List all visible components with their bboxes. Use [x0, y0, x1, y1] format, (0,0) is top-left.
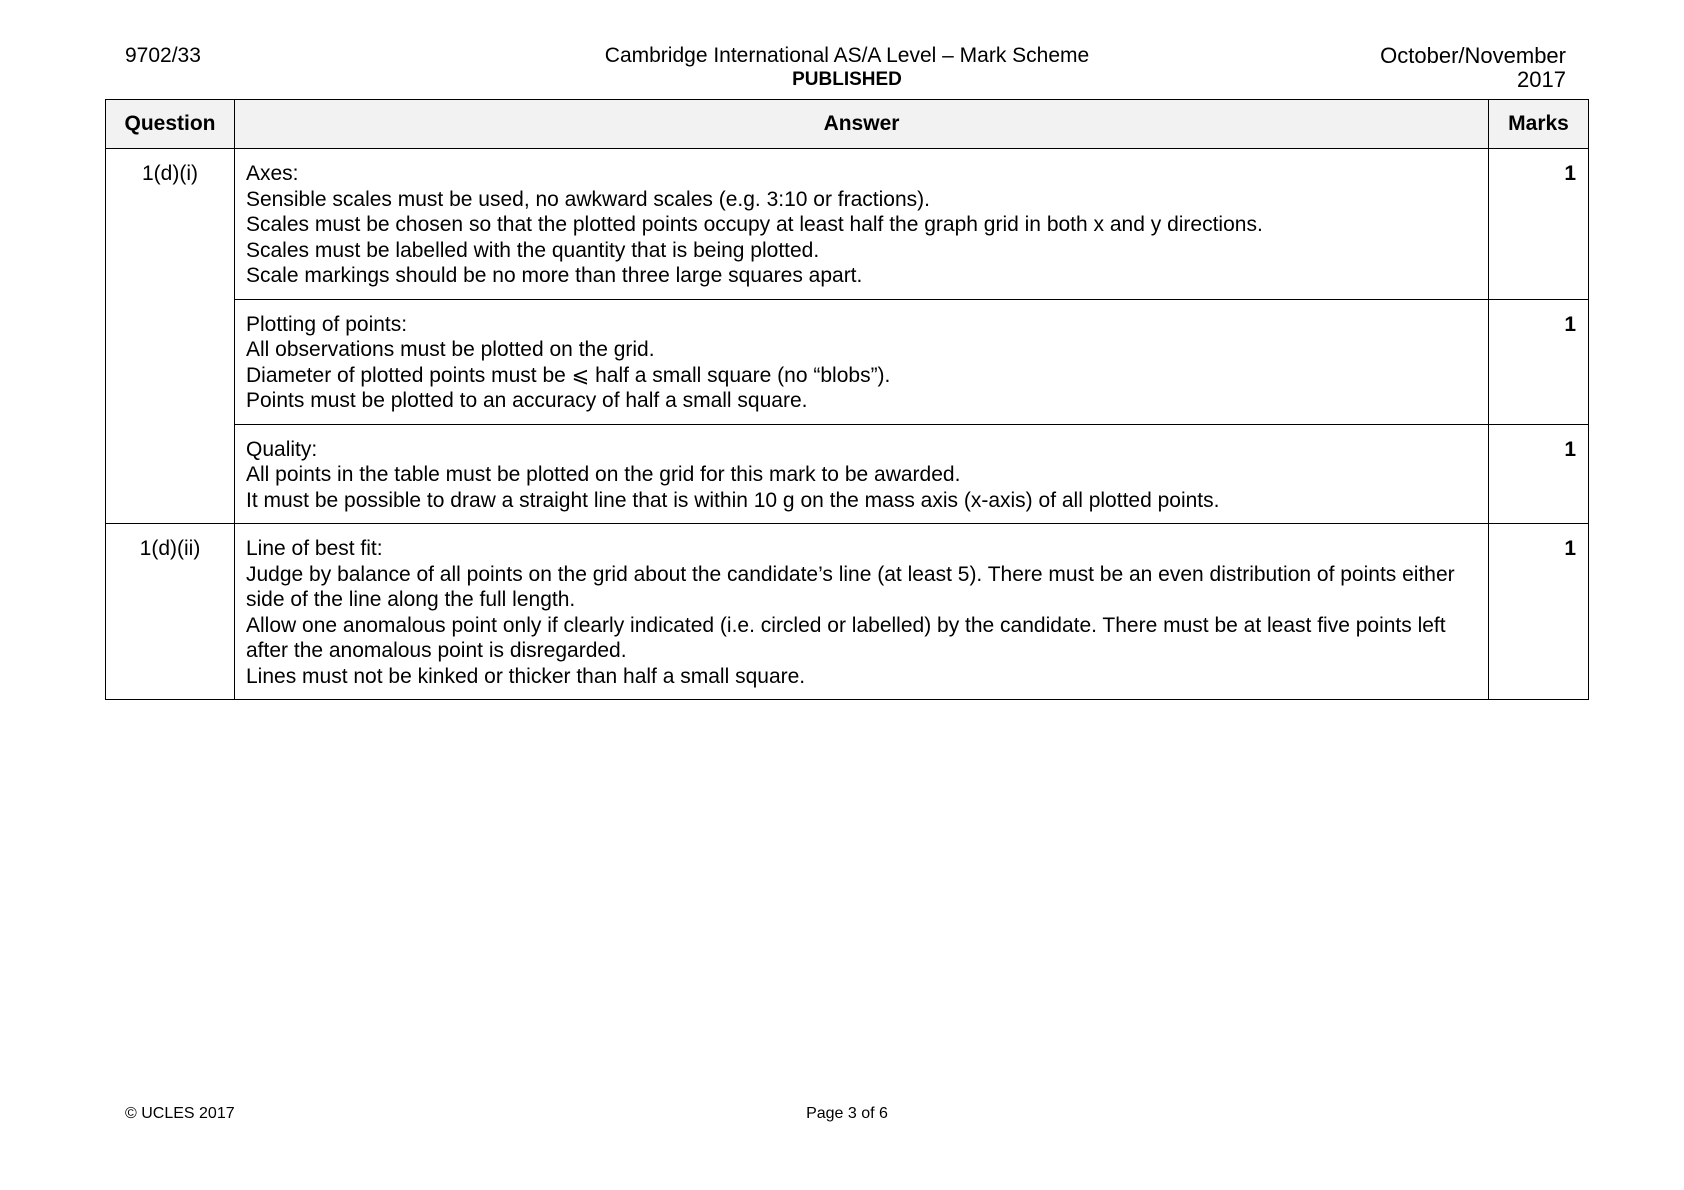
answer-line: All points in the table must be plotted on the grid for this mark to be awarded.	[246, 463, 961, 486]
column-header-answer: Answer	[235, 100, 1489, 149]
answer-line: Points must be plotted to an accuracy of half a small square.	[246, 389, 808, 412]
copyright-notice: © UCLES 2017	[125, 1105, 235, 1122]
answer-heading: Line of best fit:	[246, 537, 383, 560]
answer-line: All observations must be plotted on the grid.	[246, 338, 655, 361]
published-label: PUBLISHED	[792, 69, 902, 90]
answer-cell	[235, 524, 1489, 700]
marks-value: 1	[1489, 424, 1589, 524]
answer-line: Lines must not be kinked or thicker than half a small square.	[246, 664, 806, 688]
answer-cell	[235, 149, 1489, 300]
exam-session	[1380, 44, 1566, 92]
answer-line: It must be possible to draw a straight line that is within 10 g on the mass axis (x-axis) of all plotted points.	[246, 488, 1220, 512]
question-number: 1(d)(ii)	[106, 524, 235, 700]
session-year: 2017	[1517, 67, 1566, 92]
table-header-row	[106, 100, 1589, 149]
document-title: Cambridge International AS/A Level – Mark Scheme	[604, 44, 1090, 67]
answer-line: Allow one anomalous point only if clearly indicated (i.e. circled or labelled) by the candidate. There must be at least five points left after the anomalous point is disregarded.	[246, 613, 1446, 662]
column-header-marks: Marks	[1489, 100, 1589, 149]
table-row	[106, 424, 1589, 524]
answer-line: Diameter of plotted points must be ⩽ half a small square (no “blobs”).	[246, 363, 891, 387]
answer-heading: Axes:	[246, 162, 299, 185]
answer-line: Sensible scales must be used, no awkward scales (e.g. 3:10 or fractions).	[246, 187, 930, 211]
column-header-question: Question	[106, 100, 235, 149]
table-row	[106, 524, 1589, 700]
marks-value: 1	[1489, 524, 1589, 700]
marks-value: 1	[1489, 149, 1589, 300]
table-row	[106, 149, 1589, 300]
table-row	[106, 299, 1589, 424]
mark-scheme-table	[105, 99, 1589, 700]
answer-heading: Quality:	[246, 437, 318, 461]
page-number: Page 3 of 6	[806, 1105, 888, 1122]
answer-line: Scales must be chosen so that the plotted points occupy at least half the graph grid in both x and y directions.	[246, 213, 1263, 236]
answer-line: Judge by balance of all points on the grid about the candidate’s line (at least 5). There must be an even distribution of points either side of the line along the full length.	[246, 562, 1455, 611]
answer-cell	[235, 424, 1489, 524]
session-month: October/November	[1380, 43, 1566, 68]
question-number: 1(d)(i)	[106, 149, 235, 524]
answer-cell	[235, 299, 1489, 424]
paper-code: 9702/33	[125, 44, 201, 67]
answer-line: Scales must be labelled with the quantity that is being plotted.	[246, 238, 820, 262]
marks-value: 1	[1489, 299, 1589, 424]
answer-line: Scale markings should be no more than three large squares apart.	[246, 264, 863, 287]
answer-heading: Plotting of points:	[246, 312, 408, 336]
